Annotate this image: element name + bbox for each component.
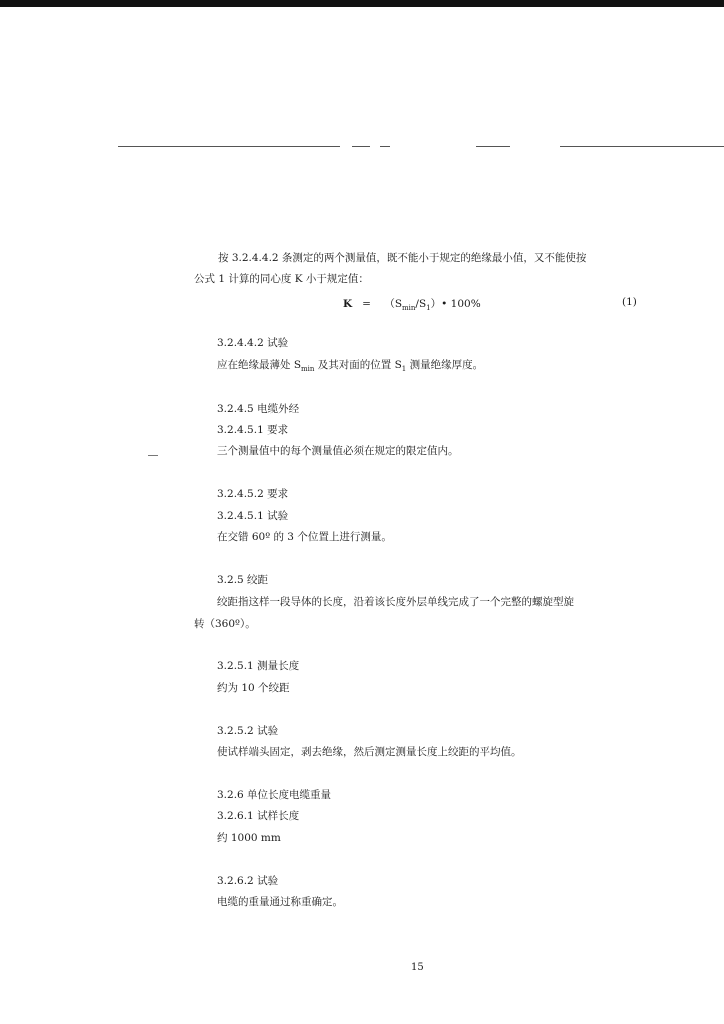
section-heading: 3.2.6 单位长度电缆重量 bbox=[217, 789, 332, 801]
section-body: 应在绝缘最薄处 $S_{min}$ 及其对面的位置 $S_1$ 测量绝缘厚度。 bbox=[217, 359, 484, 374]
formula-eq: = bbox=[362, 298, 371, 310]
header-rule bbox=[560, 146, 724, 147]
section-body: 使试样端头固定，剥去绝缘，然后测定测量长度上绞距的平均值。 bbox=[217, 746, 522, 758]
section-heading: 3.2.4.5.1 要求 bbox=[217, 424, 289, 436]
formula-rhs-open: （S bbox=[384, 298, 403, 310]
header-rule bbox=[380, 146, 390, 147]
section-heading: 3.2.4.4.2 试验 bbox=[217, 337, 289, 349]
section-heading: 3.2.4.5.1 试验 bbox=[217, 510, 289, 522]
header-rule bbox=[352, 146, 370, 147]
section-body: 三个测量值中的每个测量值必须在规定的限定值内。 bbox=[217, 445, 459, 457]
formula-sub-1: 1 bbox=[426, 304, 431, 313]
header-rule bbox=[476, 146, 510, 147]
margin-mark bbox=[148, 455, 158, 456]
section-heading: 3.2.6.1 试样长度 bbox=[217, 810, 300, 822]
formula-lhs: K bbox=[343, 298, 353, 310]
page-number: 15 bbox=[411, 962, 424, 973]
formula-sub-min: min bbox=[402, 304, 416, 313]
section-body: 约为 10 个绞距 bbox=[217, 682, 290, 694]
header-rule bbox=[118, 146, 340, 147]
section-heading: 3.2.4.5.2 要求 bbox=[217, 488, 289, 500]
scan-top-border bbox=[0, 0, 724, 7]
equation-number: (1) bbox=[622, 296, 637, 308]
formula-rhs-close: ）• 100% bbox=[430, 298, 481, 310]
section-heading: 3.2.5 绞距 bbox=[217, 574, 269, 586]
section-heading: 3.2.4.5 电缆外经 bbox=[217, 403, 300, 415]
section-heading: 3.2.5.2 试验 bbox=[217, 725, 279, 737]
intro-line-1: 按 3.2.4.4.2 条测定的两个测量值，既不能小于规定的绝缘最小值，又不能使按 bbox=[218, 252, 587, 264]
section-body-line-2: 转（360º）。 bbox=[194, 618, 256, 630]
section-body: 约 1000 mm bbox=[217, 832, 281, 844]
formula bbox=[343, 296, 481, 312]
section-body: 在交错 60º 的 3 个位置上进行测量。 bbox=[217, 531, 392, 543]
section-heading: 3.2.5.1 测量长度 bbox=[217, 660, 300, 672]
intro-line-2: 公式 1 计算的同心度 K 小于规定值： bbox=[194, 273, 369, 285]
section-body-line-1: 绞距指这样一段导体的长度，沿着该长度外层单线完成了一个完整的螺旋型旋 bbox=[217, 596, 574, 608]
formula-rhs-mid: /S bbox=[415, 298, 427, 310]
section-body: 电缆的重量通过称重确定。 bbox=[217, 896, 343, 908]
section-heading: 3.2.6.2 试验 bbox=[217, 875, 279, 887]
